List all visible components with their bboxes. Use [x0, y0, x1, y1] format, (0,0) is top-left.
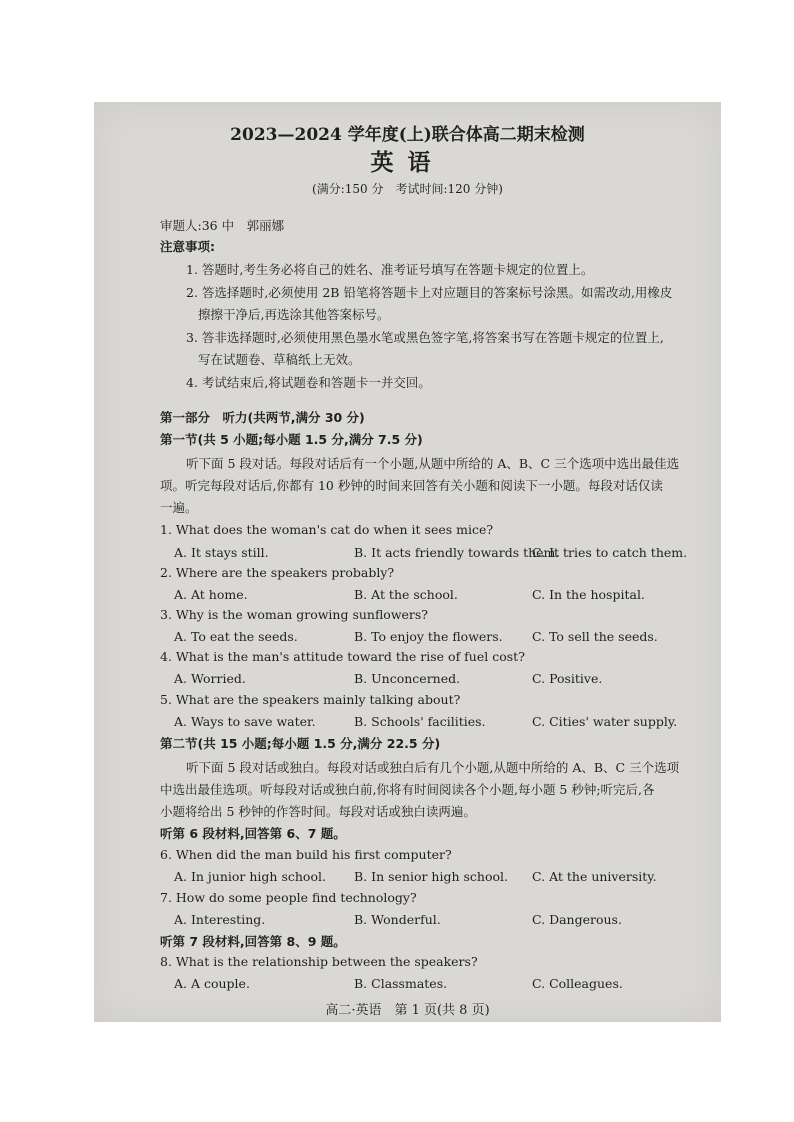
note-item: 写在试题卷、草稿纸上无效。 — [198, 352, 361, 367]
option-c: C. Dangerous. — [532, 912, 622, 927]
option-c: C. Positive. — [532, 671, 603, 686]
note-item: 1. 答题时,考生务必将自己的姓名、准考证号填写在答题卡规定的位置上。 — [186, 262, 594, 277]
note-item: 3. 答非选择题时,必须使用黑色墨水笔或黑色签字笔,将答案书写在答题卡规定的位置上, — [186, 330, 664, 345]
section2-instructions: 听下面 5 段对话或独白。每段对话或独白后有几个小题,从题中所给的 A、B、C 三个选项 — [186, 760, 680, 775]
part1-heading: 第一部分 听力(共两节,满分 30 分) — [160, 410, 365, 425]
option-a: A. Worried. — [174, 671, 246, 686]
option-c: C. It tries to catch them. — [532, 545, 688, 560]
section1-instructions: 听下面 5 段对话。每段对话后有一个小题,从题中所给的 A、B、C 三个选项中选出最佳选 — [186, 456, 680, 471]
option-b: B. Schools' facilities. — [354, 714, 486, 729]
material-7-heading: 听第 7 段材料,回答第 8、9 题。 — [160, 934, 346, 949]
option-b: B. Unconcerned. — [354, 671, 461, 686]
option-c: C. In the hospital. — [532, 587, 645, 602]
option-a: A. Interesting. — [174, 912, 266, 927]
page-footer: 高二·英语 第 1 页(共 8 页) — [325, 1003, 490, 1018]
note-item: 4. 考试结束后,将试题卷和答题卡一并交回。 — [186, 375, 431, 390]
exam-title: 2023—2024 学年度(上)联合体高二期末检测 — [230, 125, 585, 145]
question-text: 1. What does the woman's cat do when it sees mice? — [160, 522, 494, 537]
option-a: A. It stays still. — [174, 545, 269, 560]
option-b: B. Classmates. — [354, 976, 448, 991]
option-a: A. To eat the seeds. — [174, 629, 298, 644]
option-b: B. It acts friendly towards them. — [354, 545, 560, 560]
material-6-heading: 听第 6 段材料,回答第 6、7 题。 — [160, 826, 346, 841]
option-a: A. At home. — [174, 587, 248, 602]
question-text: 7. How do some people find technology? — [160, 890, 417, 905]
note-item: 2. 答选择题时,必须使用 2B 铅笔将答题卡上对应题目的答案标号涂黑。如需改动,用橡皮 — [186, 285, 673, 300]
section1-instructions: 一遍。 — [160, 500, 198, 515]
option-a: A. Ways to save water. — [174, 714, 316, 729]
option-a: A. In junior high school. — [174, 869, 326, 884]
note-item: 擦擦干净后,再选涂其他答案标号。 — [198, 307, 390, 322]
option-b: B. Wonderful. — [354, 912, 441, 927]
section1-instructions: 项。听完每段对话后,你都有 10 秒钟的时间来回答有关小题和阅读下一小题。每段对话仅读 — [160, 478, 663, 493]
section2-instructions: 中选出最佳选项。听每段对话或独白前,你将有时间阅读各个小题,每小题 5 秒钟;听完后,各 — [160, 782, 655, 797]
exam-meta: (满分:150 分 考试时间:120 分钟) — [312, 182, 503, 196]
exam-page — [94, 102, 721, 1022]
section2-heading: 第二节(共 15 小题;每小题 1.5 分,满分 22.5 分) — [160, 736, 441, 751]
question-text: 2. Where are the speakers probably? — [160, 565, 395, 580]
notes-heading: 注意事项: — [160, 239, 215, 254]
question-text: 6. When did the man build his first computer? — [160, 847, 452, 862]
option-c: C. Colleagues. — [532, 976, 623, 991]
question-text: 5. What are the speakers mainly talking about? — [160, 692, 461, 707]
option-c: C. To sell the seeds. — [532, 629, 658, 644]
option-a: A. A couple. — [174, 976, 250, 991]
subject-title: 英语 — [370, 150, 445, 176]
option-b: B. In senior high school. — [354, 869, 508, 884]
question-text: 8. What is the relationship between the speakers? — [160, 954, 478, 969]
reviewer-line: 审题人:36 中 郭丽娜 — [160, 218, 285, 233]
option-c: C. Cities' water supply. — [532, 714, 678, 729]
section1-heading: 第一节(共 5 小题;每小题 1.5 分,满分 7.5 分) — [160, 432, 423, 447]
section2-instructions: 小题将给出 5 秒钟的作答时间。每段对话或独白读两遍。 — [160, 804, 476, 819]
question-text: 4. What is the man's attitude toward the rise of fuel cost? — [160, 649, 525, 664]
option-b: B. At the school. — [354, 587, 458, 602]
option-b: B. To enjoy the flowers. — [354, 629, 503, 644]
question-text: 3. Why is the woman growing sunflowers? — [160, 607, 429, 622]
option-c: C. At the university. — [532, 869, 657, 884]
